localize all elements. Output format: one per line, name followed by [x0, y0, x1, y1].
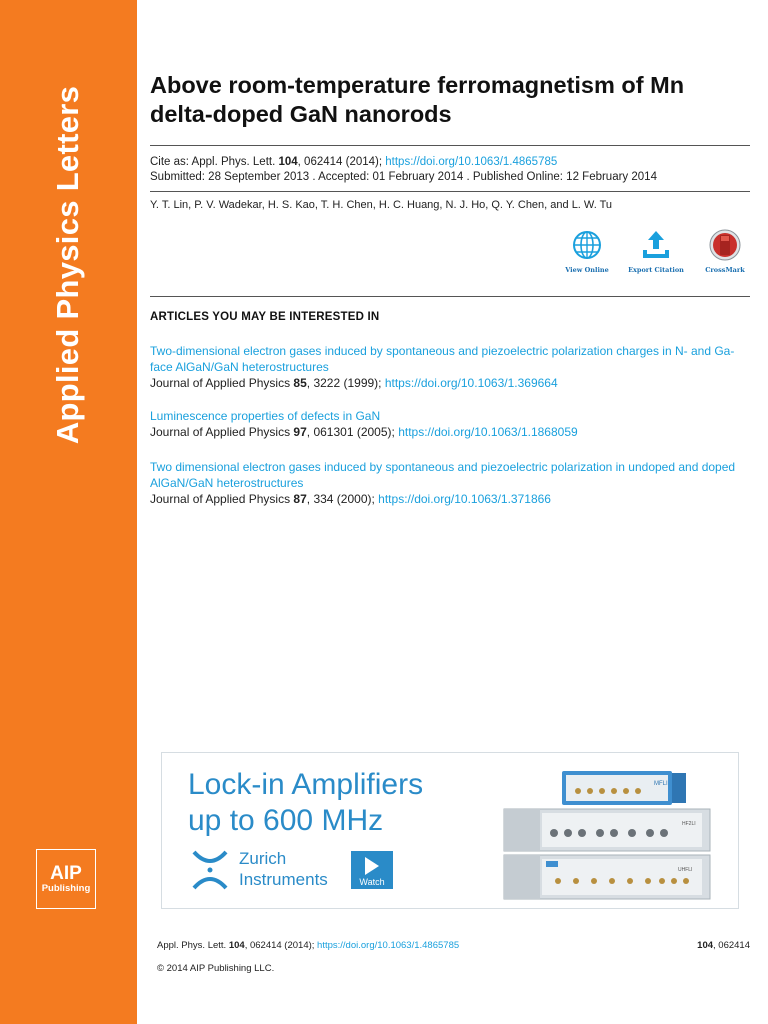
aip-logo-subtext: Publishing	[41, 883, 91, 894]
crossmark-label: CrossMark	[705, 266, 745, 274]
author-list: Y. T. Lin, P. V. Wadekar, H. S. Kao, T. H. Chen, H. C. Huang, N. J. Ho, Q. Y. Chen, and L. W. Tu	[150, 199, 613, 211]
export-citation-label: Export Citation	[628, 266, 684, 274]
copyright-notice: © 2014 AIP Publishing LLC.	[157, 963, 275, 974]
related-pages: , 061301 (2005);	[306, 425, 399, 439]
footer-right-volume: 104	[697, 940, 714, 951]
footer-pages: , 062414 (2014);	[244, 940, 318, 951]
crossmark-icon	[708, 228, 742, 262]
zurich-instruments-wordmark	[239, 848, 328, 890]
aip-logo-text: AIP	[50, 863, 82, 884]
footer-cite-prefix: Appl. Phys. Lett.	[157, 940, 229, 951]
divider	[150, 296, 750, 297]
related-volume: 85	[293, 376, 307, 390]
related-article-meta	[150, 424, 750, 440]
view-online-button[interactable]	[552, 228, 622, 274]
related-pages: , 334 (2000);	[306, 492, 379, 506]
related-doi-link[interactable]: https://doi.org/10.1063/1.371866	[378, 492, 551, 506]
footer-doi-link[interactable]: https://doi.org/10.1063/1.4865785	[317, 940, 460, 951]
ad-headline-line: Lock-in Amplifiers	[188, 768, 424, 801]
lock-in-amplifier-devices-image	[502, 765, 738, 905]
related-article-title-link[interactable]: Luminescence properties of defects in GaN	[150, 409, 381, 423]
publication-dates: Submitted: 28 September 2013 . Accepted: 01 February 2014 . Published Online: 12 February 2014	[150, 171, 657, 183]
related-volume: 97	[293, 425, 307, 439]
related-doi-link[interactable]: https://doi.org/10.1063/1.1868059	[398, 425, 578, 439]
watch-video-button[interactable]	[351, 851, 393, 889]
ad-headline	[188, 767, 423, 839]
journal-name: Applied Physics Letters	[50, 85, 85, 445]
article-tools	[150, 228, 750, 278]
article-title: Above room-temperature ferromagnetism of Mn delta-doped GaN nanorods	[150, 72, 685, 127]
related-article-meta	[150, 491, 750, 507]
cite-prefix: Cite as: Appl. Phys. Lett.	[150, 156, 279, 168]
cite-pages: , 062414 (2014);	[297, 156, 386, 168]
play-icon	[365, 857, 379, 875]
divider	[150, 145, 750, 146]
related-article-title-link[interactable]: Two-dimensional electron gases induced by spontaneous and piezoelectric polarization charges in N- and Ga-face AlGaN/GaN heterostructures	[150, 344, 735, 374]
zurich-instruments-ad[interactable]	[161, 752, 739, 909]
aip-publishing-logo[interactable]	[36, 849, 96, 909]
device-label: HF2LI	[682, 821, 696, 827]
cite-line	[150, 155, 657, 170]
device-label: MFLI	[654, 781, 668, 787]
related-journal: Journal of Applied Physics	[150, 376, 294, 390]
cite-volume: 104	[278, 156, 298, 168]
related-journal: Journal of Applied Physics	[150, 425, 294, 439]
globe-icon	[570, 228, 604, 262]
divider	[150, 191, 750, 192]
export-icon	[639, 228, 673, 262]
brand-line: Zurich	[239, 849, 287, 868]
device-label: UHFLI	[678, 867, 693, 873]
zurich-instruments-logo-icon	[190, 848, 230, 892]
related-pages: , 3222 (1999);	[306, 376, 385, 390]
footer-page-ref	[697, 940, 750, 951]
related-article	[150, 343, 750, 391]
brand-line: Instruments	[239, 870, 328, 889]
related-volume: 87	[293, 492, 307, 506]
related-journal: Journal of Applied Physics	[150, 492, 294, 506]
ad-headline-line: up to 600 MHz	[188, 804, 384, 837]
footer-right-pages: , 062414	[713, 940, 750, 951]
related-articles-heading: ARTICLES YOU MAY BE INTERESTED IN	[150, 311, 380, 323]
watch-label: Watch	[359, 877, 385, 887]
view-online-label: View Online	[565, 266, 609, 274]
export-citation-button[interactable]	[621, 228, 691, 274]
crossmark-button[interactable]	[690, 228, 760, 274]
related-article	[150, 408, 750, 440]
footer-volume: 104	[228, 940, 245, 951]
citation-block	[150, 155, 657, 185]
article-doi-link[interactable]: https://doi.org/10.1063/1.4865785	[385, 156, 558, 168]
related-article	[150, 459, 750, 507]
journal-sidebar	[0, 0, 137, 1024]
related-article-meta	[150, 375, 750, 391]
related-article-title-link[interactable]: Two dimensional electron gases induced by spontaneous and piezoelectric polarization in undoped and doped AlGaN/GaN heterostructures	[150, 460, 736, 490]
footer-citation	[157, 940, 459, 951]
related-doi-link[interactable]: https://doi.org/10.1063/1.369664	[384, 376, 558, 390]
